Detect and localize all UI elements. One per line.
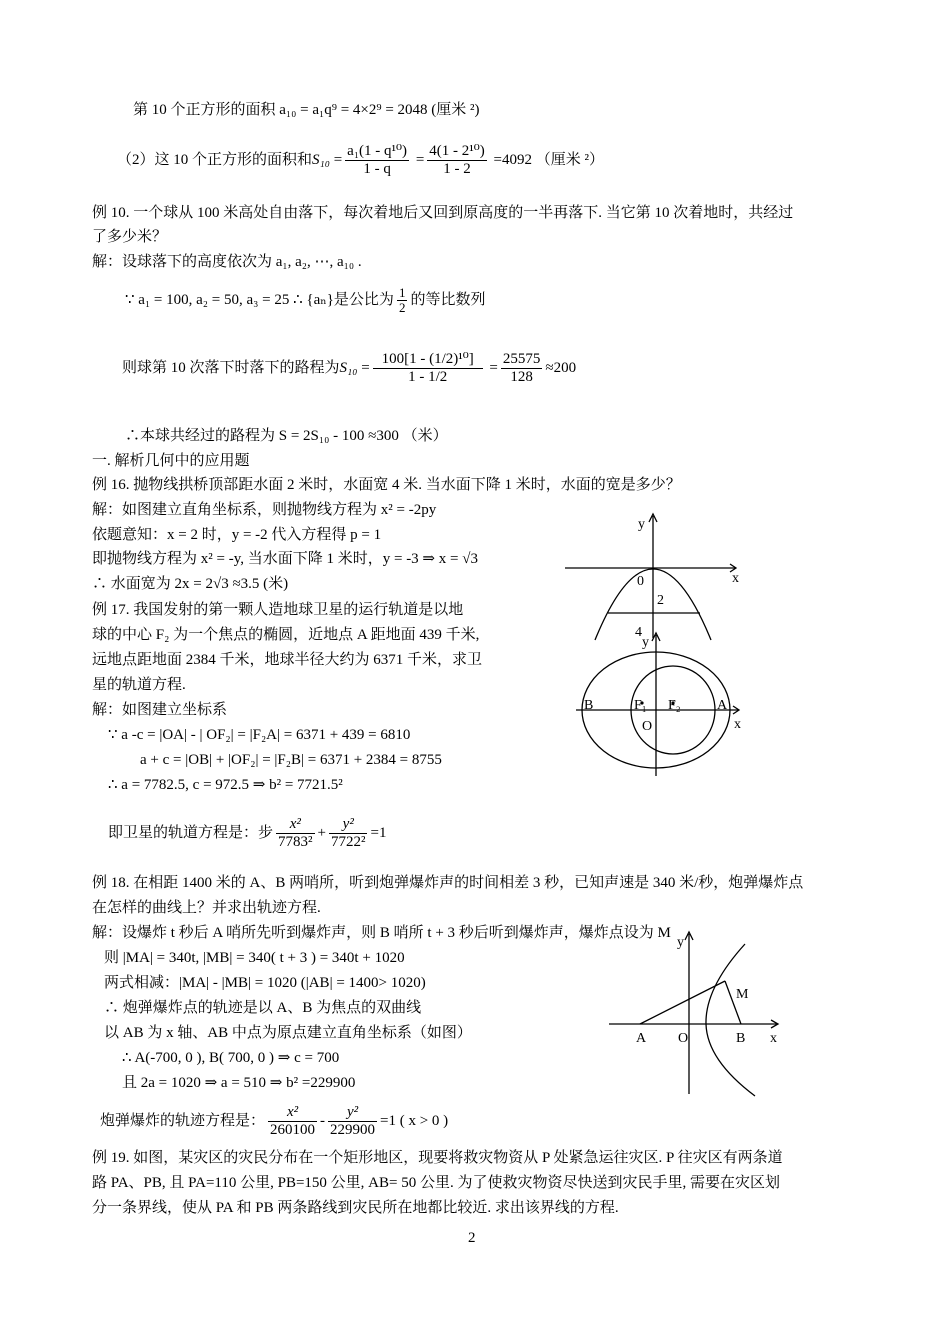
fraction-denominator: 260100 (270, 1122, 316, 1139)
trajectory-y-fraction (328, 1104, 377, 1139)
width-label: 4 (635, 625, 642, 640)
fraction-denominator: 1 - 2 (443, 161, 471, 178)
example-17-line-4: 星的轨道方程. (92, 677, 186, 693)
example-10-solution: 解：设球落下的高度依次为 a₁, a₂, ⋯, a₁₀ . (92, 254, 362, 270)
example-18-line-9: 且 2a = 1020 ⇒ a = 510 ⇒ b² =229900 (122, 1075, 356, 1091)
example-16-line-4: 即抛物线方程为 x² = -y, 当水面下降 1 米时，y = -3 ⇒ x = √3 (92, 551, 478, 567)
fraction-denominator: 128 (510, 369, 533, 386)
distance-value-fraction (501, 351, 543, 386)
example-18-line-6: ∴ 炮弹爆炸点的轨迹是以 A、B 为焦点的双曲线 (104, 1000, 422, 1016)
sum-result: =4092 （厘米 ²） (493, 152, 604, 168)
focus-f1-label: F₁ (634, 698, 647, 713)
fraction-numerator: 4(1 - 2¹⁰) (429, 143, 485, 160)
fraction-numerator: a₁(1 - q¹⁰) (347, 143, 408, 160)
sum-value-fraction (427, 143, 487, 178)
example-10-distance-line: 则球第 10 次落下时落下的路程为S₁₀ = $\frac{\text{100[1 - (1/2)¹⁰]}}{1 - 1/2}$ = $\frac{25575}{128}$ ≈200 (122, 351, 577, 386)
example-18-line-4: 则 |MA| = 340t, |MB| = 340( t + 3 ) = 340t + 1020 (104, 950, 405, 966)
trajectory-text: 炮弹爆炸的轨迹方程是： (100, 1113, 266, 1129)
trajectory-x-fraction (268, 1104, 317, 1139)
example-17-orbit-equation: 即卫星的轨道方程是：步 $\frac{\text{x²}}{\text{7783²}}$ + $\frac{\text{y²}}{\text{7722²}}$ =1 (108, 816, 387, 851)
area-10th-square: 第 10 个正方形的面积 a₁₀ = a₁q⁹ = 4×2⁹ = 2048 (厘米 ²) (133, 102, 480, 118)
point-m-label: M (736, 987, 749, 1002)
point-b-label: B (736, 1031, 746, 1046)
example-10-ratio-line (125, 282, 485, 318)
point-a-label: A (717, 698, 728, 713)
example-19-line-1: 例 19. 如图，某灾区的灾民分布在一个矩形地区，现要将救灾物资从 P 处紧急运往灾区. P 往灾区有两条道 (92, 1150, 783, 1166)
example-19-line-2: 路 PA、PB, 且 PA=110 公里, PB=150 公里, AB= 50 公里. 为了使救灾物资尽快送到灾民手里, 需要在灾区划 (92, 1175, 780, 1191)
example-17-line-5: 解：如图建立坐标系 (92, 702, 228, 718)
fraction-numerator: y² (329, 816, 368, 834)
example-18-trajectory-equation (100, 1096, 448, 1146)
distance-fraction (373, 351, 483, 386)
hyperbola-branch (706, 944, 755, 1096)
trajectory-equals: =1 ( x > 0 ) (380, 1113, 449, 1129)
example-10-total: ∴本球共经过的路程为 S = 2S₁₀ - 100 ≈300 （米） (125, 428, 448, 444)
example-17-line-1: 例 17. 我国发射的第一颗人造地球卫星的运行轨道是以地 (92, 602, 464, 618)
y-label: y (638, 517, 645, 532)
fraction-denominator: 1 - q (363, 161, 391, 178)
example-18-line-7: 以 AB 为 x 轴、AB 中点为原点建立直角坐标系（如图） (104, 1025, 472, 1041)
example-16-line-1: 例 16. 抛物线拱桥顶部距水面 2 米时，水面宽 4 米. 当水面下降 1 米时，水面的宽是多少？ (92, 477, 681, 493)
sum-symbol: S₁₀ (312, 152, 330, 168)
example-18-line-5: 两式相减：|MA| - |MB| = 1020 (|AB| = 1400> 1020) (104, 975, 426, 991)
fraction-numerator: y² (328, 1104, 377, 1122)
example-18-line-1: 例 18. 在相距 1400 米的 A、B 两哨所，听到炮弹爆炸声的时间相差 3 秒，已知声速是 340 米/秒，炮弹爆炸点 (92, 875, 804, 891)
orbit-equals: =1 (370, 825, 387, 841)
point-a-label: A (636, 1031, 647, 1046)
example-10-line-2: 了多少米？ (92, 229, 168, 245)
fraction-numerator: x² (268, 1104, 317, 1122)
minus-sign: - (320, 1113, 326, 1129)
distance-result: ≈200 (545, 360, 577, 376)
area-sum-line: （2）这 10 个正方形的面积和S₁₀ = $\frac{\text{a₁(1 - q¹⁰)}}{1 - q}$ = $\frac{\text{4(1 - 2¹⁰)}}{1 - 2}$ =4092 （厘米 ²） (117, 143, 604, 178)
fraction-numerator: 100[1 - (1/2)¹⁰] (373, 351, 483, 369)
hyperbola-figure (605, 928, 795, 1098)
ratio-text-end: 的等比数列 (410, 292, 486, 308)
example-16-line-3: 依题意知：x = 2 时，y = -2 代入方程得 p = 1 (92, 527, 382, 543)
orbit-x-fraction (276, 816, 315, 851)
focus-f2-label: F₂ (668, 698, 681, 713)
fraction-numerator: x² (276, 816, 315, 834)
orbit-y-fraction (329, 816, 368, 851)
origin-label: 0 (637, 574, 644, 589)
fraction-denominator: 2 (398, 300, 406, 316)
sum-symbol: S₁₀ (339, 360, 358, 376)
example-18-line-2: 在怎样的曲线上？并求出轨迹方程. (92, 900, 321, 916)
point-b-label: B (584, 698, 594, 713)
fraction-denominator: 1 - 1/2 (408, 369, 448, 386)
example-17-line-6: ∵ a -c = |OA| - | OF₂| = |F₂A| = 6371 + 439 = 6810 (108, 727, 411, 743)
x-label: x (770, 1031, 777, 1046)
sum-formula-fraction (345, 143, 409, 178)
ratio-fraction (397, 286, 408, 315)
ratio-text: ∵ a₁ = 100, a₂ = 50, a₃ = 25 ∴ {aₙ}是公比为 (125, 292, 394, 308)
y-label: y (677, 935, 684, 950)
segment-ma (640, 981, 725, 1024)
fraction-denominator: 7722² (330, 834, 366, 851)
y-label: y (642, 635, 649, 650)
example-16-line-5: ∴ 水面宽为 2x = 2√3 ≈3.5 (米) (92, 576, 289, 592)
fraction-denominator: 7783² (278, 834, 313, 851)
example-10-line-1: 例 10. 一个球从 100 米高处自由落下，每次着地后又回到原高度的一半再落下. 当它第 10 次着地时，共经过 (92, 205, 794, 221)
fraction-denominator: 229900 (330, 1122, 376, 1139)
example-16-line-2: 解：如图建立直角坐标系，则抛物线方程为 x² = -2py (92, 502, 437, 518)
ellipse-orbit-figure (570, 630, 760, 780)
x-label: x (734, 717, 741, 732)
example-18-line-3: 解：设爆炸 t 秒后 A 哨所先听到爆炸声，则 B 哨所 t + 3 秒后听到爆炸声，爆炸点设为 M (92, 925, 671, 941)
example-17-line-8: ∴ a = 7782.5, c = 972.5 ⇒ b² = 7721.5² (108, 777, 343, 793)
example-17-line-7: a + c = |OB| + |OF₂| = |F₂B| = 6371 + 2384 = 8755 (140, 752, 442, 768)
page-number: 2 (468, 1230, 476, 1246)
origin-label: O (642, 719, 653, 734)
fraction-numerator: 1 (398, 285, 406, 301)
example-17-line-3: 远地点距地面 2384 千米，地球半径大约为 6371 千米，求卫 (92, 652, 483, 668)
section-heading: 一. 解析几何中的应用题 (92, 453, 250, 469)
distance-text: 则球第 10 次落下时落下的路程为 (122, 360, 340, 376)
example-18-line-8: ∴ A(-700, 0 ), B( 700, 0 ) ⇒ c = 700 (122, 1050, 340, 1066)
area-sum-intro: （2）这 10 个正方形的面积和 (117, 152, 313, 168)
fraction-numerator: 25575 (502, 351, 541, 368)
example-17-line-2: 球的中心 F₂ 为一个焦点的椭圆，近地点 A 距地面 439 千米, (92, 627, 480, 643)
x-label: x (732, 571, 739, 586)
example-19-line-3: 分一条界线，使从 PA 和 PB 两条路线到灾民所在地都比较近. 求出该界线的方程. (92, 1200, 619, 1216)
parabola-bridge-figure (560, 510, 750, 642)
height-label: 2 (657, 593, 664, 608)
origin-label: O (678, 1031, 689, 1046)
orbit-text: 即卫星的轨道方程是：步 (108, 825, 274, 841)
